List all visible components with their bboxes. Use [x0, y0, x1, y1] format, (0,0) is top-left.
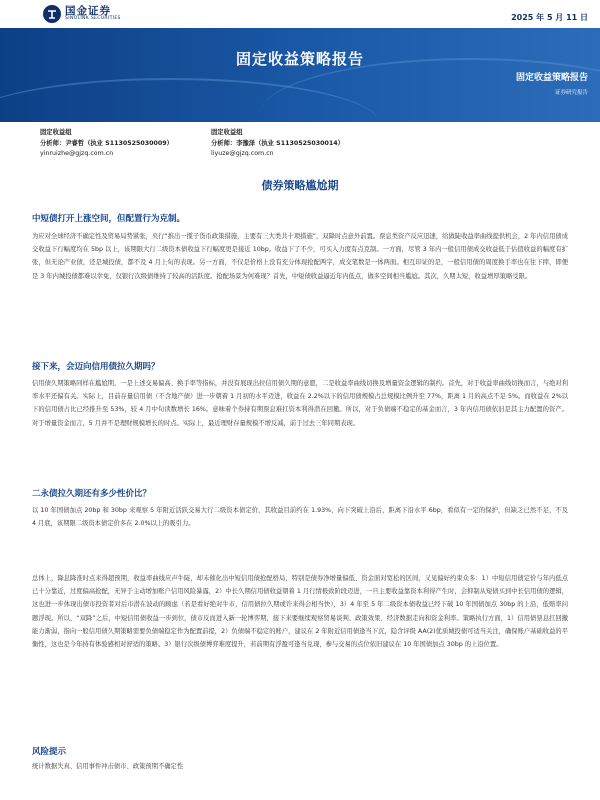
analyst-block [40, 128, 580, 164]
section-heading: 中短债打开上涨空间，但配置行为克制。 [32, 214, 186, 224]
analyst-email[interactable]: liyuze@gjzq.com.cn [211, 150, 274, 157]
analyst-label: 分析师： [40, 139, 66, 147]
document-title: 债券策略尴尬期 [261, 179, 339, 192]
analyst-card [211, 128, 344, 160]
banner-title: 固定收益策略报告 [235, 50, 364, 68]
logo-english-name: SINOLINK SECURITIES [65, 16, 121, 22]
analyst-name: 李豫泽（执业 S1130525030014） [236, 139, 344, 147]
section-body: 为应对全球经济不确定性及贸易局势紧张，央行“推出一揽子货币政策措施，主要有三大类共十项措施”，双降时点意外前置。票息类资产反应迅速，给做陡收益率曲线提供机会，2 年内信用债成交收益下行幅度均在 5bp 以上，该期限大行二级资本债收益下行幅度更是接近 10bp。收益下了不少，可买入力度有点克制。一方面，尽管 3 年内一般信用债成交收益低于估值收益的幅度有扩张，但无论产业债，还是城投债，都不及 4 月上旬的表现。另一方面，不仅是价格上没有充分体现抢配两字，成交笔数是一体两面。相互印证的是，一般信用债的周度换手率也在往下摔，即便是 3 年内城投债都难以幸免，仅银行次级债维持了较高的活跃度。抢配场景为何难现？首先，中短债收益逼近年内低点，做多空间相当尴尬。其次，久期太短，收益增厚策略受限。 [32, 233, 568, 280]
analyst-label: 分析师： [211, 139, 237, 147]
title-banner [0, 28, 600, 122]
section-heading: 接下来，会迈向信用债拉久期吗？ [32, 362, 160, 372]
sinolink-logo-icon [43, 5, 61, 23]
risk-body: 统计数据失真、信用事件冲击债市、政策预期不确定性 [32, 763, 184, 770]
section-body: 信用债久期策略同样在尴尬期，一是上述交易偏高、换手率等指标，并没有展现出拉信用债久期的意愿，二是收益率曲线切换及增量资金逻辑的制约。首先，对于收益率曲线切换而言，与绝对利率水平还偏有关。实际上，目前存量信用债（不含地产债）进一步朝着 1 月初的水平迈进，收益在 2.2%以下的信用债规模占总规模比例升至 77%，距离 1 月的高点不足 5%。而收益在 2%以下的信用债占比已经推升至 53%，较 4 月中旬读数增长 16%。意味着个券持有期票息难扛资本利得潜在回撤。所以，对于负债端不稳定的基金而言，3 年内信用债依旧是其主力配置的资产。对于增量资金而言，5 月并不是理财规模增长的时点。实际上，最近理财存量规模不增反减，前于过去三年同期表现。 [32, 380, 568, 427]
department-label: 证券研究报告 [554, 90, 588, 96]
company-logo [43, 5, 121, 23]
section-body: 以 10 年国债加点 20bp 和 30bp 来观察 5 年附近活跃交易大行二级资本债定价，其收益目前约在 1.93%，向下突破上沿后，距离下沿水平 6bp，看似有一定的保护，但缺乏已然不足，不及 4 月底，该期限二级资本债定价多在 2.0%以上的吸引力。 [32, 507, 568, 528]
risk-heading: 风险提示 [32, 747, 67, 757]
analyst-card [40, 128, 173, 160]
analyst-name: 尹睿哲（执业 S1130525030009） [65, 139, 173, 147]
section-heading: 二永债拉久期还有多少性价比？ [32, 489, 152, 499]
analyst-org: 固定收益组 [211, 129, 243, 136]
summary-body: 总体上，降息降准时点来得超预期，收益率曲线应声牛陡，却未催化出中短信用债抢配格局，特别是债券净增量偏低、资金面对宽松的区间，又见偏好约束众多：1）中短信用债定价与年内低点已十分靠近，过度偏高抢配，无异于主动增加账户信用风险暴露，2）中长久期信用债收益朝着 1 月行情极致阶段迈进，一旦主要收益靠资本利得产生时，会抑制从短债买到中长信用债的逻辑，这也进一步体现出债市投资者对后市潜在波动的顾虑（若是看好绝对牛市，信用债拉久期或许来得会相当快），3）4 年至 5 年二级资本债收益已经下破 10 年国债加点 30bp 的上沿，低赔率问题浮现。所以，“双降”之后，中短信用债收益一步到位，债市反而进入新一轮博弈期，接下来要继续观察贸易谈判、政策效果、经济数据走向和资金利率。策略执行方面，1）信用债票息扛回撤能力渐弱，指向一般信用债久期策略需要负债端稳定作为配置前提，2）负债端不稳定的账户，建议在 2 年附近信用债逢当下沉，隐含评级 AA(2)优质城投债可适当关注，确保账户基础收益的平衡性，这也是今年持有体验感相对舒适的策略。3）银行次级债博弈难度提升，若前期有浮盈可逢当兑现，参与交易的点位依旧建议在 10 年国债加点 30bp 的上沿位置。 [32, 575, 568, 649]
logo-chinese-name: 国金证券 [65, 4, 111, 17]
analyst-email[interactable]: yinruizhe@gjzq.com.cn [40, 150, 114, 157]
analyst-org: 固定收益组 [40, 129, 72, 136]
report-type-label: 固定收益策略报告 [515, 73, 588, 83]
report-date: 2025 年 5 月 11 日 [511, 13, 588, 22]
report-header [0, 0, 600, 122]
